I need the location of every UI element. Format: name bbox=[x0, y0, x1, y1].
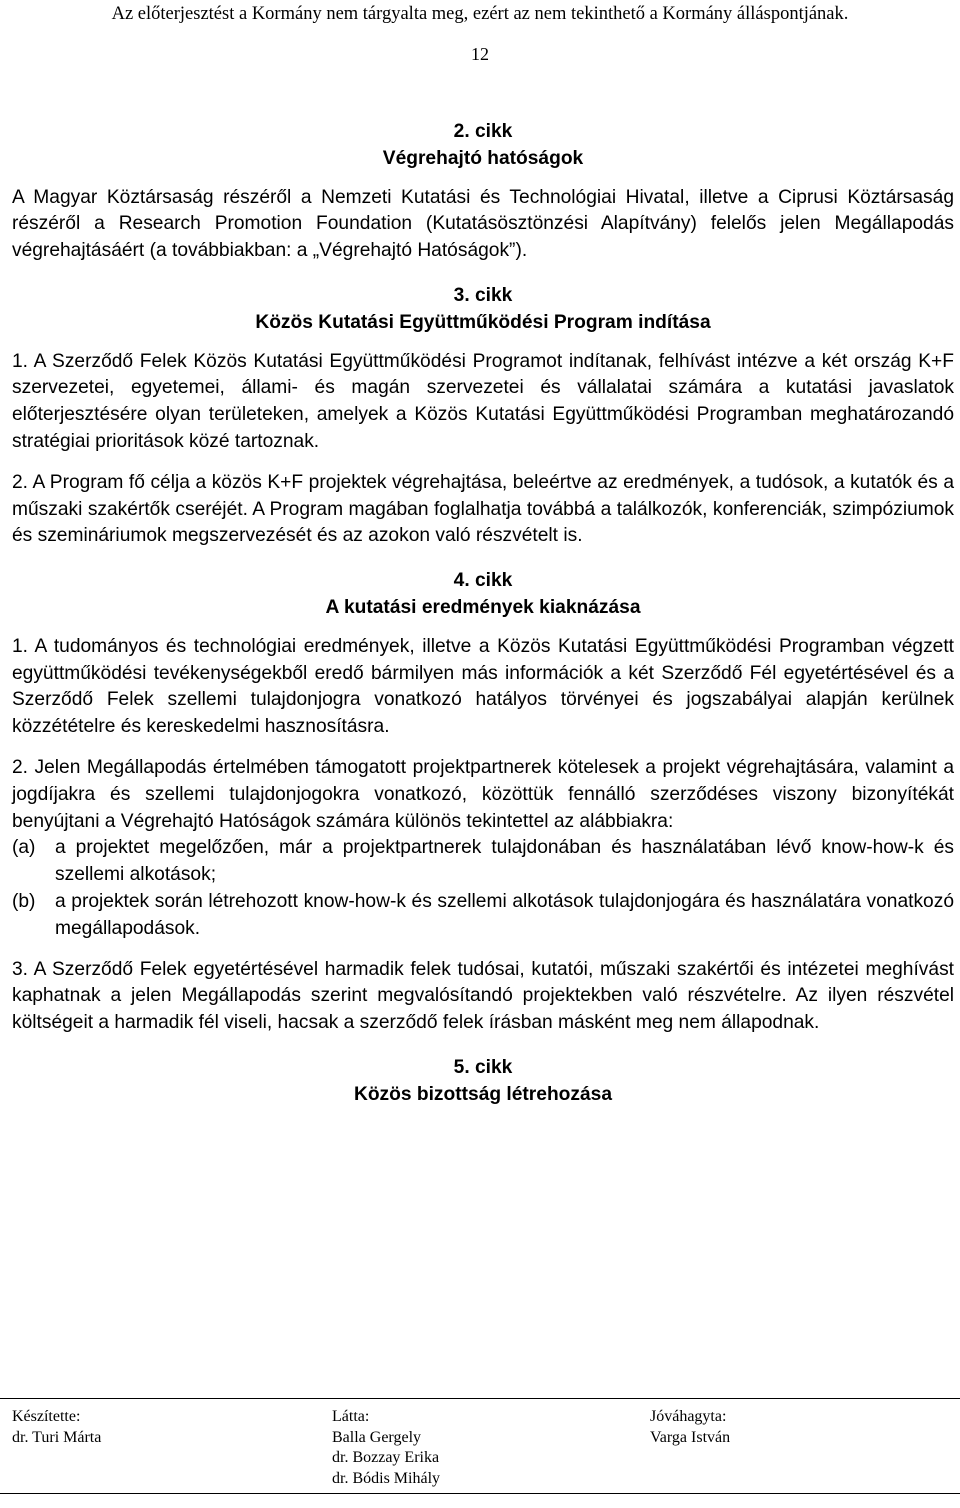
article-4-title: A kutatási eredmények kiaknázása bbox=[325, 596, 641, 618]
article-3-title: Közös Kutatási Együttműködési Program indítása bbox=[255, 311, 711, 333]
signature-footer bbox=[0, 1398, 960, 1494]
document-body bbox=[12, 119, 954, 1109]
approved-by-column bbox=[650, 1407, 730, 1448]
seen-by-name: dr. Bódis Mihály bbox=[332, 1469, 441, 1487]
article-4-number: 4. cikk bbox=[453, 570, 513, 592]
article-5-number: 5. cikk bbox=[453, 1056, 513, 1078]
prepared-by-name: dr. Turi Márta bbox=[12, 1428, 102, 1446]
seen-by-column bbox=[332, 1407, 440, 1489]
list-item bbox=[12, 889, 954, 943]
list-item-text: a projektet megelőzően, már a projektpartnerek tulajdonában és használatában lévő know-how-k és szellemi alkotások; bbox=[55, 837, 954, 886]
article-5-title: Közös bizottság létrehozása bbox=[353, 1083, 612, 1105]
article-3-paragraph-2: 2. A Program fő célja a közös K+F projektek végrehajtása, beleértve az eredmények, a tudósok, a kutatók és a műszaki szakértők cseréjét. A Program magában foglalhatja továbbá a találkozók, konferenciák, szimpóziumok és szemináriumok megszervezését és az azokon való részvételt is. bbox=[12, 471, 954, 547]
prepared-by-column bbox=[12, 1407, 101, 1448]
seen-by-name: dr. Bozzay Erika bbox=[332, 1449, 440, 1466]
list-item-label: (b) bbox=[12, 890, 36, 912]
article-3-number: 3. cikk bbox=[453, 284, 513, 306]
list-item-label: (a) bbox=[12, 837, 36, 859]
article-2-title: Végrehajtó hatóságok bbox=[382, 147, 584, 169]
article-4-paragraph-2: 2. Jelen Megállapodás értelmében támogatott projektpartnerek kötelesek a projekt végrehajtására, valamint a jogdíjakra és szellemi tulajdonjogokra vonatkozó, közöttük fennálló szerződéses viszony bizonyítékát benyújtani a Végrehajtó Hatóságok számára különös tekintettel az alábbiakra: bbox=[12, 756, 954, 832]
seen-by-label: Látta: bbox=[332, 1408, 370, 1425]
list-item bbox=[12, 835, 954, 889]
article-2-text: A Magyar Köztársaság részéről a Nemzeti Kutatási és Technológiai Hivatal, illetve a Ciprusi Köztársaság részéről a Research Promotion Foundation (Kutatásösztönzési Alapítvány) felelős jelen Megállapodás végrehajtásáért (a továbbiakban: a „Végrehajtó Hatóságok”). bbox=[12, 186, 954, 262]
header-disclaimer: Az előterjesztést a Kormány nem tárgyalta meg, ezért az nem tekinthető a Kormány álláspontjának. bbox=[111, 4, 849, 24]
article-2-number: 2. cikk bbox=[453, 121, 513, 142]
article-4-paragraph-3: 3. A Szerződő Felek egyetértésével harmadik felek tudósai, kutatói, műszaki szakértői és intézetei meghívást kaphatnak a jelen Megállapodás szerint megvalósítandó projektekben való részvételre. Az ilyen részvétel költségeit a harmadik fél viseli, hacsak a szerződő felek írásban másként meg nem állapodnak. bbox=[12, 958, 954, 1034]
prepared-by-label: Készítette: bbox=[12, 1408, 81, 1425]
list-item-text: a projektek során létrehozott know-how-k és szellemi alkotások tulajdonjogára és használatára vonatkozó megállapodások. bbox=[55, 890, 954, 939]
article-4-paragraph-1: 1. A tudományos és technológiai eredmények, illetve a Közös Kutatási Együttműködési Programban végzett együttműködési tevékenységekből eredő bármilyen más információk a két Szerződő Fél egyetértésével és a Szerződő Felek szellemi tulajdonjogra vonatkozó hatályos törvényei és jogszabályai alapján kerülnek közzétételre és kereskedelmi hasznosításra. bbox=[12, 635, 954, 738]
approved-by-label: Jóváhagyta: bbox=[650, 1408, 727, 1425]
page-number: 12 bbox=[471, 44, 489, 64]
approved-by-name: Varga István bbox=[650, 1428, 731, 1446]
seen-by-name: Balla Gergely bbox=[332, 1428, 422, 1446]
article-3-paragraph-1: 1. A Szerződő Felek Közös Kutatási Együttműködési Programot indítanak, felhívást intézve a két ország K+F szervezetei, egyetemei, állami- és magán szervezetei és vállalatai számára a kutatási javaslatok előterjesztésére olyan területeken, amelyek a Közös Kutatási Együttműködési Programban meghatározandó stratégiai prioritások közé tartoznak. bbox=[12, 350, 954, 452]
